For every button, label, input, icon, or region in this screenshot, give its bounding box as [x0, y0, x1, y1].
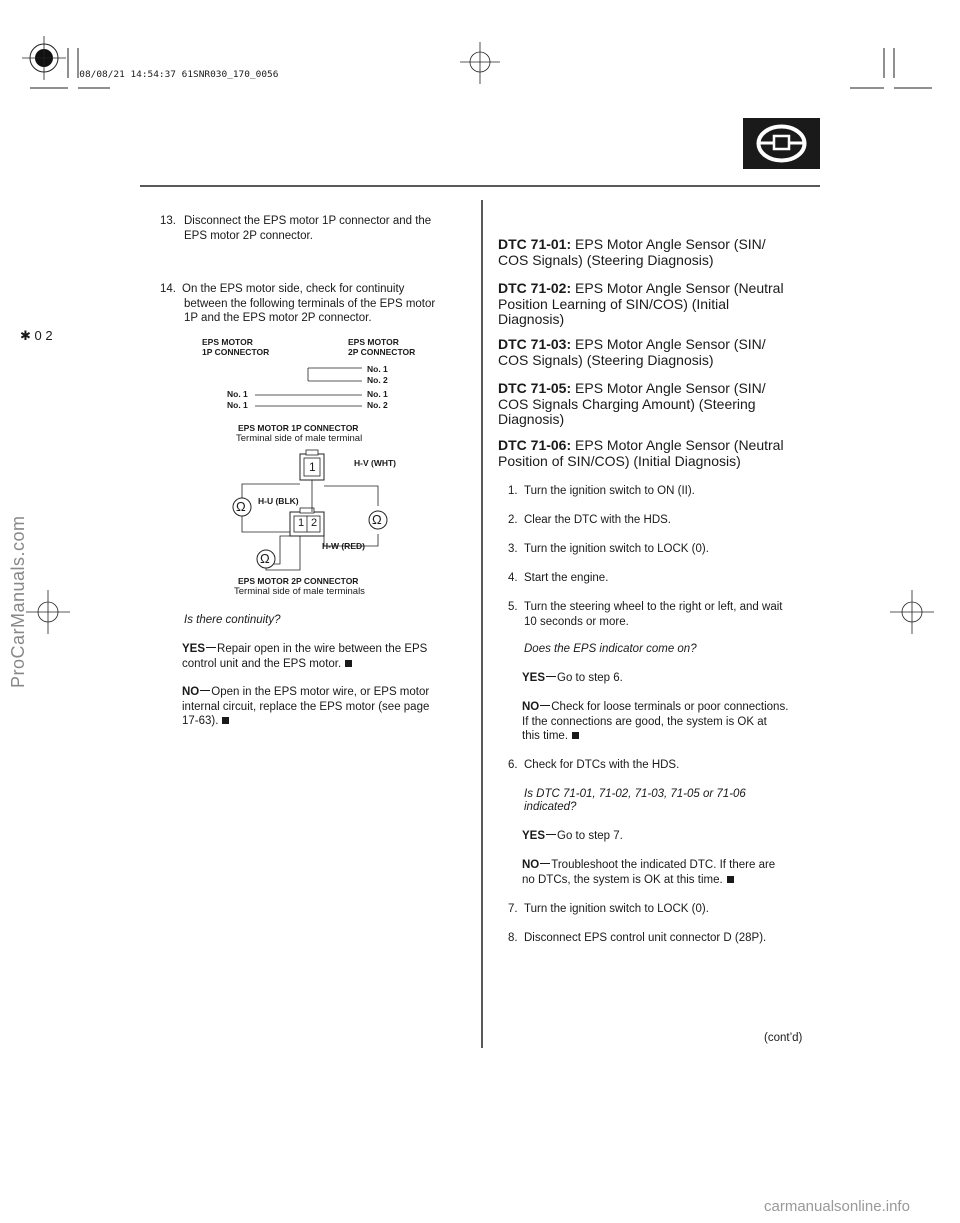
- step-number: 7.: [508, 903, 518, 915]
- step-text: Turn the steering wheel to the right or left, and wait: [524, 601, 783, 613]
- step-14-number: 14.: [160, 283, 176, 295]
- pin-1p: 1: [309, 460, 316, 474]
- ohm-symbol: Ω: [236, 499, 246, 514]
- continuity-lines: [200, 360, 370, 420]
- table-row-1-right: [367, 364, 388, 386]
- step-14-line: 1P and the EPS motor 2P connector.: [184, 312, 372, 324]
- question-indicator: Does the EPS indicator come on?: [524, 643, 697, 655]
- no-label: NO: [522, 701, 540, 713]
- diagram-title-1p: EPS MOTOR 1P CONNECTOR: [238, 423, 359, 433]
- dtc-title: EPS Motor Angle Sensor (SIN/: [575, 336, 766, 352]
- dtc-title: COS Signals) (Steering Diagnosis): [498, 251, 714, 268]
- step-text: Start the engine.: [524, 572, 609, 584]
- step-number: 8.: [508, 932, 518, 944]
- table-header-2p: [348, 337, 415, 357]
- dtc-title: COS Signals Charging Amount) (Steering: [498, 395, 756, 412]
- margin-code-text: ✱ 0 2: [20, 328, 53, 343]
- step-text: Check for DTCs with the HDS.: [524, 759, 680, 771]
- no-label: NO: [182, 686, 200, 698]
- pin-2p-1: 1: [298, 517, 305, 529]
- step-13-line: Disconnect the EPS motor 1P connector and the: [184, 215, 432, 227]
- step-7: [508, 902, 818, 917]
- steering-wheel-icon: [743, 118, 820, 169]
- step-number: 2.: [508, 514, 518, 526]
- connector-diagram: [220, 420, 420, 600]
- no-text: internal circuit, replace the EPS motor (see page: [182, 700, 430, 713]
- pin-2p-2: 2: [311, 517, 318, 529]
- table-header-1p-line: EPS MOTOR: [202, 337, 253, 347]
- step-13: [160, 214, 470, 243]
- ohm-symbol: Ω: [260, 551, 270, 566]
- dtc-code: DTC 71-01:: [498, 236, 572, 252]
- question-line: Is DTC 71-01, 71-02, 71-03, 71-05 or 71-06: [524, 788, 746, 800]
- no6-branch: [522, 858, 822, 887]
- dtc-title: EPS Motor Angle Sensor (SIN/: [575, 236, 766, 252]
- yes-label: YES: [522, 672, 546, 684]
- question-continuity: Is there continuity?: [184, 614, 281, 626]
- end-mark: [572, 732, 579, 739]
- dtc-71-01: [498, 237, 818, 268]
- step-6: [508, 758, 818, 773]
- yes-label: YES: [522, 830, 546, 842]
- yes-text: control unit and the EPS motor.: [182, 657, 342, 670]
- no-text: If the connections are good, the system is OK at: [522, 715, 767, 728]
- step-5: [508, 600, 818, 629]
- step-number: 4.: [508, 572, 518, 584]
- step-13-number: 13.: [160, 215, 176, 227]
- diagram-sub-2p: Terminal side of male terminals: [234, 586, 365, 597]
- step-text: Clear the DTC with the HDS.: [524, 514, 671, 526]
- end-mark: [345, 660, 352, 667]
- dtc-title: EPS Motor Angle Sensor (SIN/: [575, 380, 766, 396]
- wire-label-hw: H-W (RED): [322, 541, 365, 551]
- no-text: Troubleshoot the indicated DTC. If there are: [551, 859, 776, 871]
- question-dtc-indicated: [524, 788, 746, 814]
- end-mark: [727, 876, 734, 883]
- no-text: this time.: [522, 730, 569, 742]
- dtc-71-03: [498, 337, 818, 368]
- print-stamp: [79, 70, 278, 80]
- step-8: [508, 931, 818, 946]
- table-header-2p-line: EPS MOTOR: [348, 337, 399, 347]
- dtc-code: DTC 71-02:: [498, 280, 572, 296]
- no-branch: [182, 685, 472, 729]
- yes-text: Go to step 6.: [557, 672, 623, 684]
- table-row-3-left: No. 1: [227, 400, 248, 410]
- table-row-2-left: No. 1: [227, 389, 248, 399]
- step-1: [508, 484, 818, 499]
- table-row-3-right: No. 2: [367, 400, 388, 410]
- dtc-title: EPS Motor Angle Sensor (Neutral: [575, 437, 784, 453]
- dtc-title: Diagnosis): [498, 411, 565, 427]
- table-row-2-right: No. 1: [367, 389, 388, 399]
- no5-branch: [522, 700, 822, 744]
- no-label: NO: [522, 859, 540, 871]
- wire-label-hu: H-U (BLK): [258, 496, 299, 506]
- step-13-line: EPS motor 2P connector.: [184, 229, 313, 242]
- dtc-title: Diagnosis): [498, 311, 565, 327]
- dtc-71-06: [498, 438, 818, 469]
- step-14: [160, 282, 470, 326]
- table-header-1p: [202, 337, 269, 357]
- dtc-title: EPS Motor Angle Sensor (Neutral: [575, 280, 784, 296]
- no-text: 17-63).: [182, 715, 219, 727]
- dtc-71-05: [498, 381, 818, 428]
- table-header-2p-line: 2P CONNECTOR: [348, 347, 416, 357]
- step-number: 1.: [508, 485, 518, 497]
- question-line: indicated?: [524, 801, 577, 813]
- step-14-line: between the following terminals of the EPS motor: [184, 297, 436, 310]
- dtc-title: COS Signals) (Steering Diagnosis): [498, 351, 714, 368]
- dtc-title: Position of SIN/COS) (Initial Diagnosis): [498, 452, 741, 469]
- step-2: [508, 513, 818, 528]
- yes-branch: [182, 642, 472, 671]
- step-number: 6.: [508, 759, 518, 771]
- no-text: Open in the EPS motor wire, or EPS motor: [211, 686, 430, 698]
- step-text: Disconnect EPS control unit connector D (28P).: [524, 932, 767, 944]
- dtc-title: Position Learning of SIN/COS) (Initial: [498, 295, 730, 312]
- step-number: 5.: [508, 601, 518, 613]
- ohm-symbol: Ω: [372, 512, 382, 527]
- yes6-branch: [522, 829, 822, 844]
- dtc-code: DTC 71-03:: [498, 336, 572, 352]
- yes5-branch: [522, 671, 822, 686]
- diagram-title-2p: EPS MOTOR 2P CONNECTOR: [238, 576, 359, 586]
- table-cell: No. 1: [367, 364, 388, 374]
- wire-label-hv: H-V (WHT): [354, 458, 397, 468]
- step-text: Turn the ignition switch to LOCK (0).: [524, 543, 709, 555]
- table-cell: No. 2: [367, 375, 388, 385]
- yes-text: Go to step 7.: [557, 830, 623, 842]
- step-text: Turn the ignition switch to LOCK (0).: [524, 903, 709, 915]
- crop-target-top-left: [22, 36, 66, 80]
- dtc-code: DTC 71-06:: [498, 437, 572, 453]
- margin-code: [20, 328, 53, 344]
- yes-text: Repair open in the wire between the EPS: [217, 643, 428, 655]
- table-header-1p-line: 1P CONNECTOR: [202, 347, 270, 357]
- no-text: Check for loose terminals or poor connections.: [551, 701, 789, 713]
- dtc-71-02: [498, 281, 818, 328]
- footer-watermark: carmanualsonline.info: [764, 1198, 910, 1215]
- no-text: no DTCs, the system is OK at this time.: [522, 873, 723, 886]
- crop-target-left-lower: [26, 590, 70, 634]
- crop-target-top-center: [460, 42, 500, 84]
- yes-label: YES: [182, 643, 206, 655]
- step-3: [508, 542, 818, 557]
- print-stamp-text: 08/08/21 14:54:37 61SNR030_170_0056: [79, 70, 279, 80]
- end-mark: [222, 717, 229, 724]
- crop-target-right-lower: [890, 590, 934, 634]
- step-text: Turn the ignition switch to ON (II).: [524, 485, 695, 497]
- step-4: [508, 571, 818, 586]
- diagram-sub-1p: Terminal side of male terminal: [236, 433, 363, 444]
- dtc-code: DTC 71-05:: [498, 380, 572, 396]
- continued-marker: (cont’d): [764, 1032, 803, 1044]
- side-watermark: ProCarManuals.com: [8, 515, 28, 688]
- step-14-line: On the EPS motor side, check for continuity: [182, 283, 405, 295]
- step-number: 3.: [508, 543, 518, 555]
- step-text: 10 seconds or more.: [524, 615, 629, 628]
